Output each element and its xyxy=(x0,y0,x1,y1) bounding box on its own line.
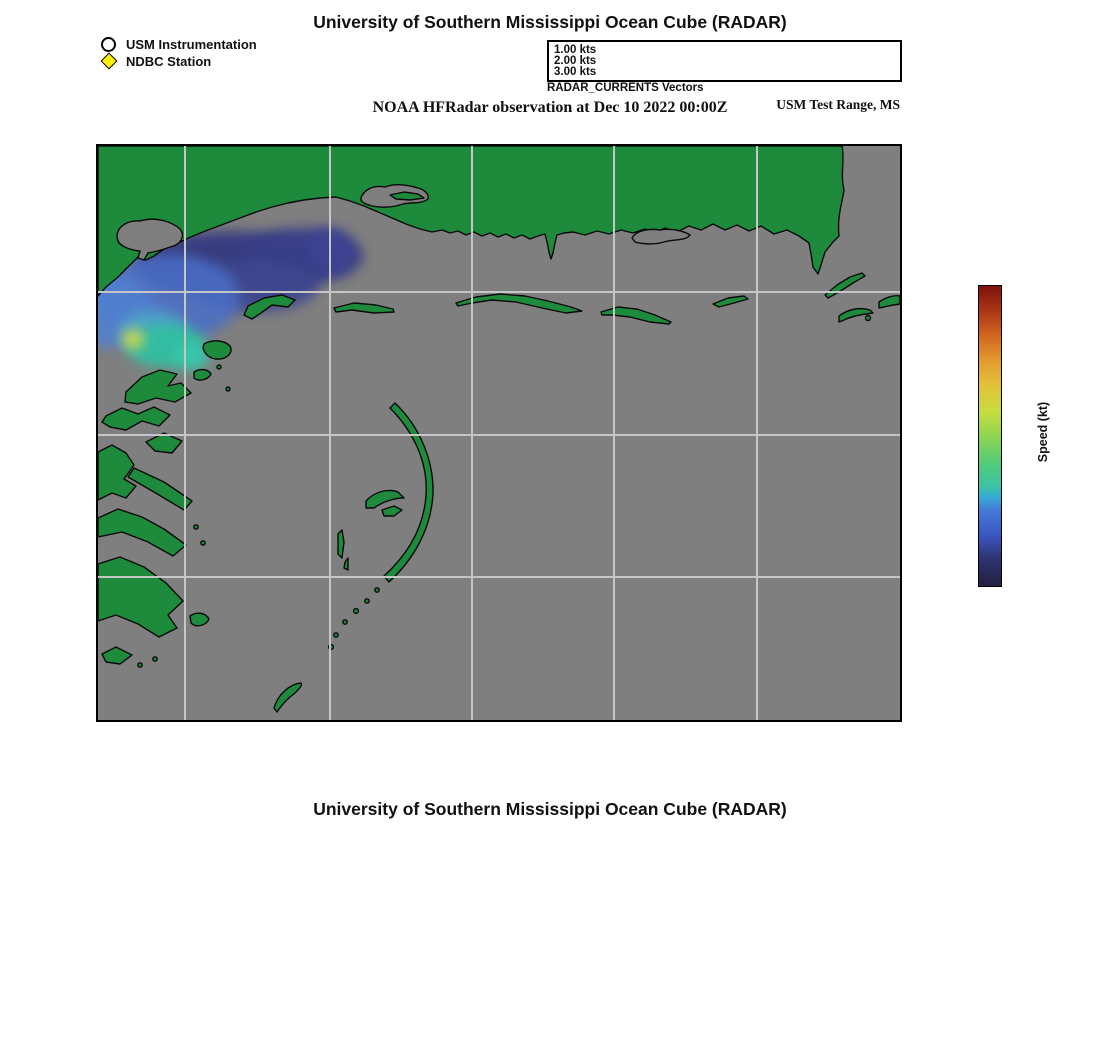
map-area xyxy=(98,146,900,720)
scale-3kt-label: 3.00 kts xyxy=(554,66,597,78)
footer-title: University of Southern Mississippi Ocean Cube (RADAR) xyxy=(313,799,787,819)
legend-ndbc-label: NDBC Station xyxy=(126,54,212,69)
usm-instrumentation-icon xyxy=(101,37,116,52)
colorbar-title: Speed (kt) xyxy=(1036,401,1050,463)
range-label: USM Test Range, MS xyxy=(776,97,900,112)
scale-arrows xyxy=(549,42,900,80)
vector-scale-caption: RADAR_CURRENTS Vectors xyxy=(547,82,704,94)
colorbar xyxy=(978,285,1002,587)
page-title: University of Southern Mississippi Ocean Cube (RADAR) xyxy=(313,12,787,32)
ndbc-station-icon xyxy=(101,53,118,70)
vector-scale-box xyxy=(547,40,902,82)
map-frame xyxy=(96,144,902,722)
scale-2kt-label: 2.00 kts xyxy=(554,55,597,67)
legend-usm-label: USM Instrumentation xyxy=(126,37,257,52)
observation-title: NOAA HFRadar observation at Dec 10 2022 00:00Z xyxy=(372,99,728,116)
scale-1kt-label: 1.00 kts xyxy=(554,44,597,56)
current-vector-arrows xyxy=(98,146,900,720)
